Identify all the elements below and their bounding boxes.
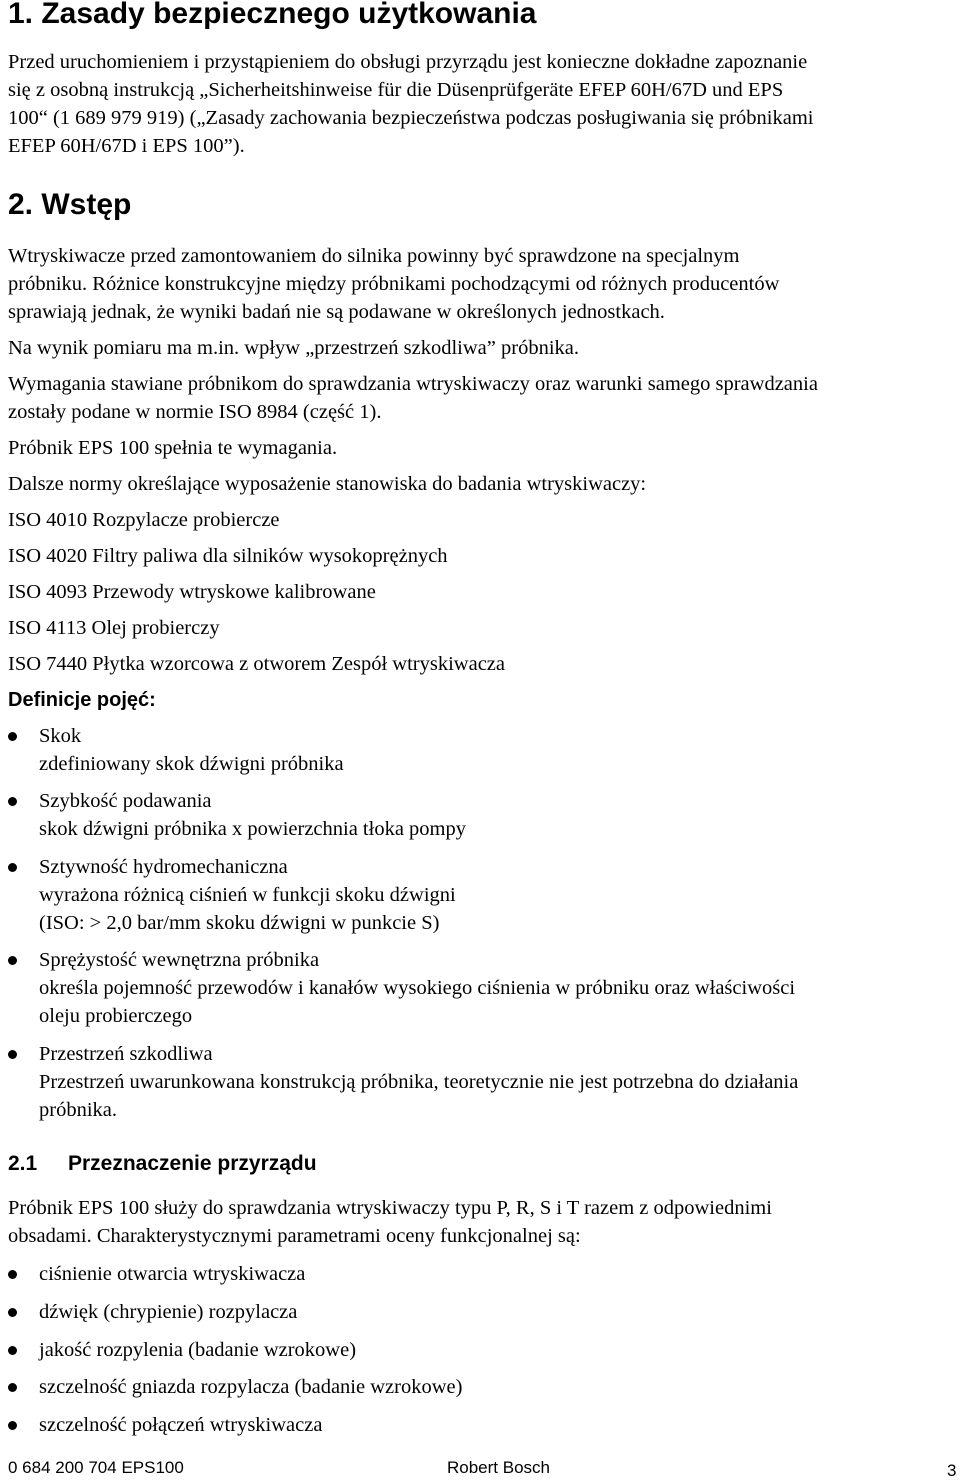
definition-term: Szybkość podawania — [39, 790, 212, 812]
bullet-icon — [8, 732, 17, 741]
bullet-icon — [8, 1421, 17, 1430]
definition-text: zdefiniowany skok dźwigni próbnika — [39, 753, 344, 775]
section-1-heading: 1. Zasady bezpiecznego użytkowania — [8, 0, 537, 30]
intro-line: próbniku. Różnice konstrukcyjne między próbnikami pochodzącymi od różnych producentów — [8, 273, 780, 295]
definition-text: wyrażona różnicą ciśnień w funkcji skoku dźwigni — [39, 884, 456, 906]
bullet-icon — [8, 863, 17, 872]
influence-text: Na wynik pomiaru ma m.in. wpływ „przestrzeń szkodliwa” próbnika. — [8, 337, 579, 359]
definition-text: Przestrzeń uwarunkowana konstrukcją próbnika, teoretycznie nie jest potrzebna do działania — [39, 1071, 799, 1093]
norm-item: ISO 4113 Olej probierczy — [8, 617, 220, 639]
intro-line: sprawiają jednak, że wyniki badań nie są podawane w określonych jednostkach. — [8, 301, 665, 323]
norm-item: ISO 4093 Przewody wtryskowe kalibrowane — [8, 581, 376, 603]
intro-line: Wtryskiwacze przed zamontowaniem do silnika powinny być sprawdzone na specjalnym — [8, 245, 740, 267]
parameter-item: jakość rozpylenia (badanie wzrokowe) — [39, 1339, 357, 1361]
definition-text: próbnika. — [39, 1099, 117, 1121]
bullet-icon — [8, 956, 17, 965]
definitions-heading: Definicje pojęć: — [8, 689, 156, 711]
bullet-icon — [8, 797, 17, 806]
bullet-icon — [8, 1308, 17, 1317]
footer-page-number: 3 — [947, 1461, 957, 1480]
norm-item: ISO 4020 Filtry paliwa dla silników wysokoprężnych — [8, 545, 448, 567]
bullet-icon — [8, 1383, 17, 1392]
parameter-item: dźwięk (chrypienie) rozpylacza — [39, 1301, 298, 1323]
definition-term: Sprężystość wewnętrzna próbnika — [39, 949, 320, 971]
section-2-1-heading: Przeznaczenie przyrządu — [68, 1152, 317, 1175]
compliance-text: Próbnik EPS 100 spełnia te wymagania. — [8, 437, 338, 459]
section-1-line: Przed uruchomieniem i przystąpieniem do obsługi przyrządu jest konieczne dokładne zapoznanie — [8, 51, 808, 73]
definition-term: Sztywność hydromechaniczna — [39, 856, 288, 878]
section-1-line: EFEP 60H/67D i EPS 100”). — [8, 135, 245, 157]
bullet-icon — [8, 1050, 17, 1059]
definition-term: Przestrzeń szkodliwa — [39, 1043, 213, 1065]
footer-doc-id: 0 684 200 704 EPS100 — [8, 1458, 184, 1477]
parameter-item: szczelność gniazda rozpylacza (badanie wzrokowe) — [39, 1376, 463, 1398]
parameter-item: szczelność połączeń wtryskiwacza — [39, 1414, 323, 1436]
definition-term: Skok — [39, 725, 82, 747]
norm-item: ISO 7440 Płytka wzorcowa z otworem Zespół wtryskiwacza — [8, 653, 505, 675]
bullet-icon — [8, 1346, 17, 1355]
definition-text: skok dźwigni próbnika x powierzchnia tłoka pompy — [39, 818, 466, 840]
definition-text: oleju probierczego — [39, 1005, 193, 1027]
parameter-item: ciśnienie otwarcia wtryskiwacza — [39, 1263, 306, 1285]
purpose-line: obsadami. Charakterystycznymi parametrami oceny funkcjonalnej są: — [8, 1225, 581, 1247]
section-2-1-number: 2.1 — [8, 1152, 38, 1175]
norms-intro: Dalsze normy określające wyposażenie stanowiska do badania wtryskiwaczy: — [8, 473, 647, 495]
definition-text: (ISO: > 2,0 bar/mm skoku dźwigni w punkcie S) — [39, 912, 440, 934]
requirements-line: zostały podane w normie ISO 8984 (część 1). — [8, 401, 382, 423]
purpose-line: Próbnik EPS 100 służy do sprawdzania wtryskiwaczy typu P, R, S i T razem z odpowiednimi — [8, 1197, 772, 1219]
section-2-heading: 2. Wstęp — [8, 188, 132, 221]
footer-company: Robert Bosch — [447, 1458, 550, 1477]
section-1-line: 100“ (1 689 979 919) („Zasady zachowania bezpieczeństwa podczas posługiwania się próbnikami — [8, 107, 814, 129]
definition-text: określa pojemność przewodów i kanałów wysokiego ciśnienia w próbniku oraz właściwości — [39, 977, 796, 999]
norm-item: ISO 4010 Rozpylacze probiercze — [8, 509, 280, 531]
requirements-line: Wymagania stawiane próbnikom do sprawdzania wtryskiwaczy oraz warunki samego sprawdzania — [8, 373, 818, 395]
section-1-line: się z osobną instrukcją „Sicherheitshinweise für die Düsenprüfgeräte EFEP 60H/67D und EPS — [8, 79, 784, 101]
bullet-icon — [8, 1270, 17, 1279]
